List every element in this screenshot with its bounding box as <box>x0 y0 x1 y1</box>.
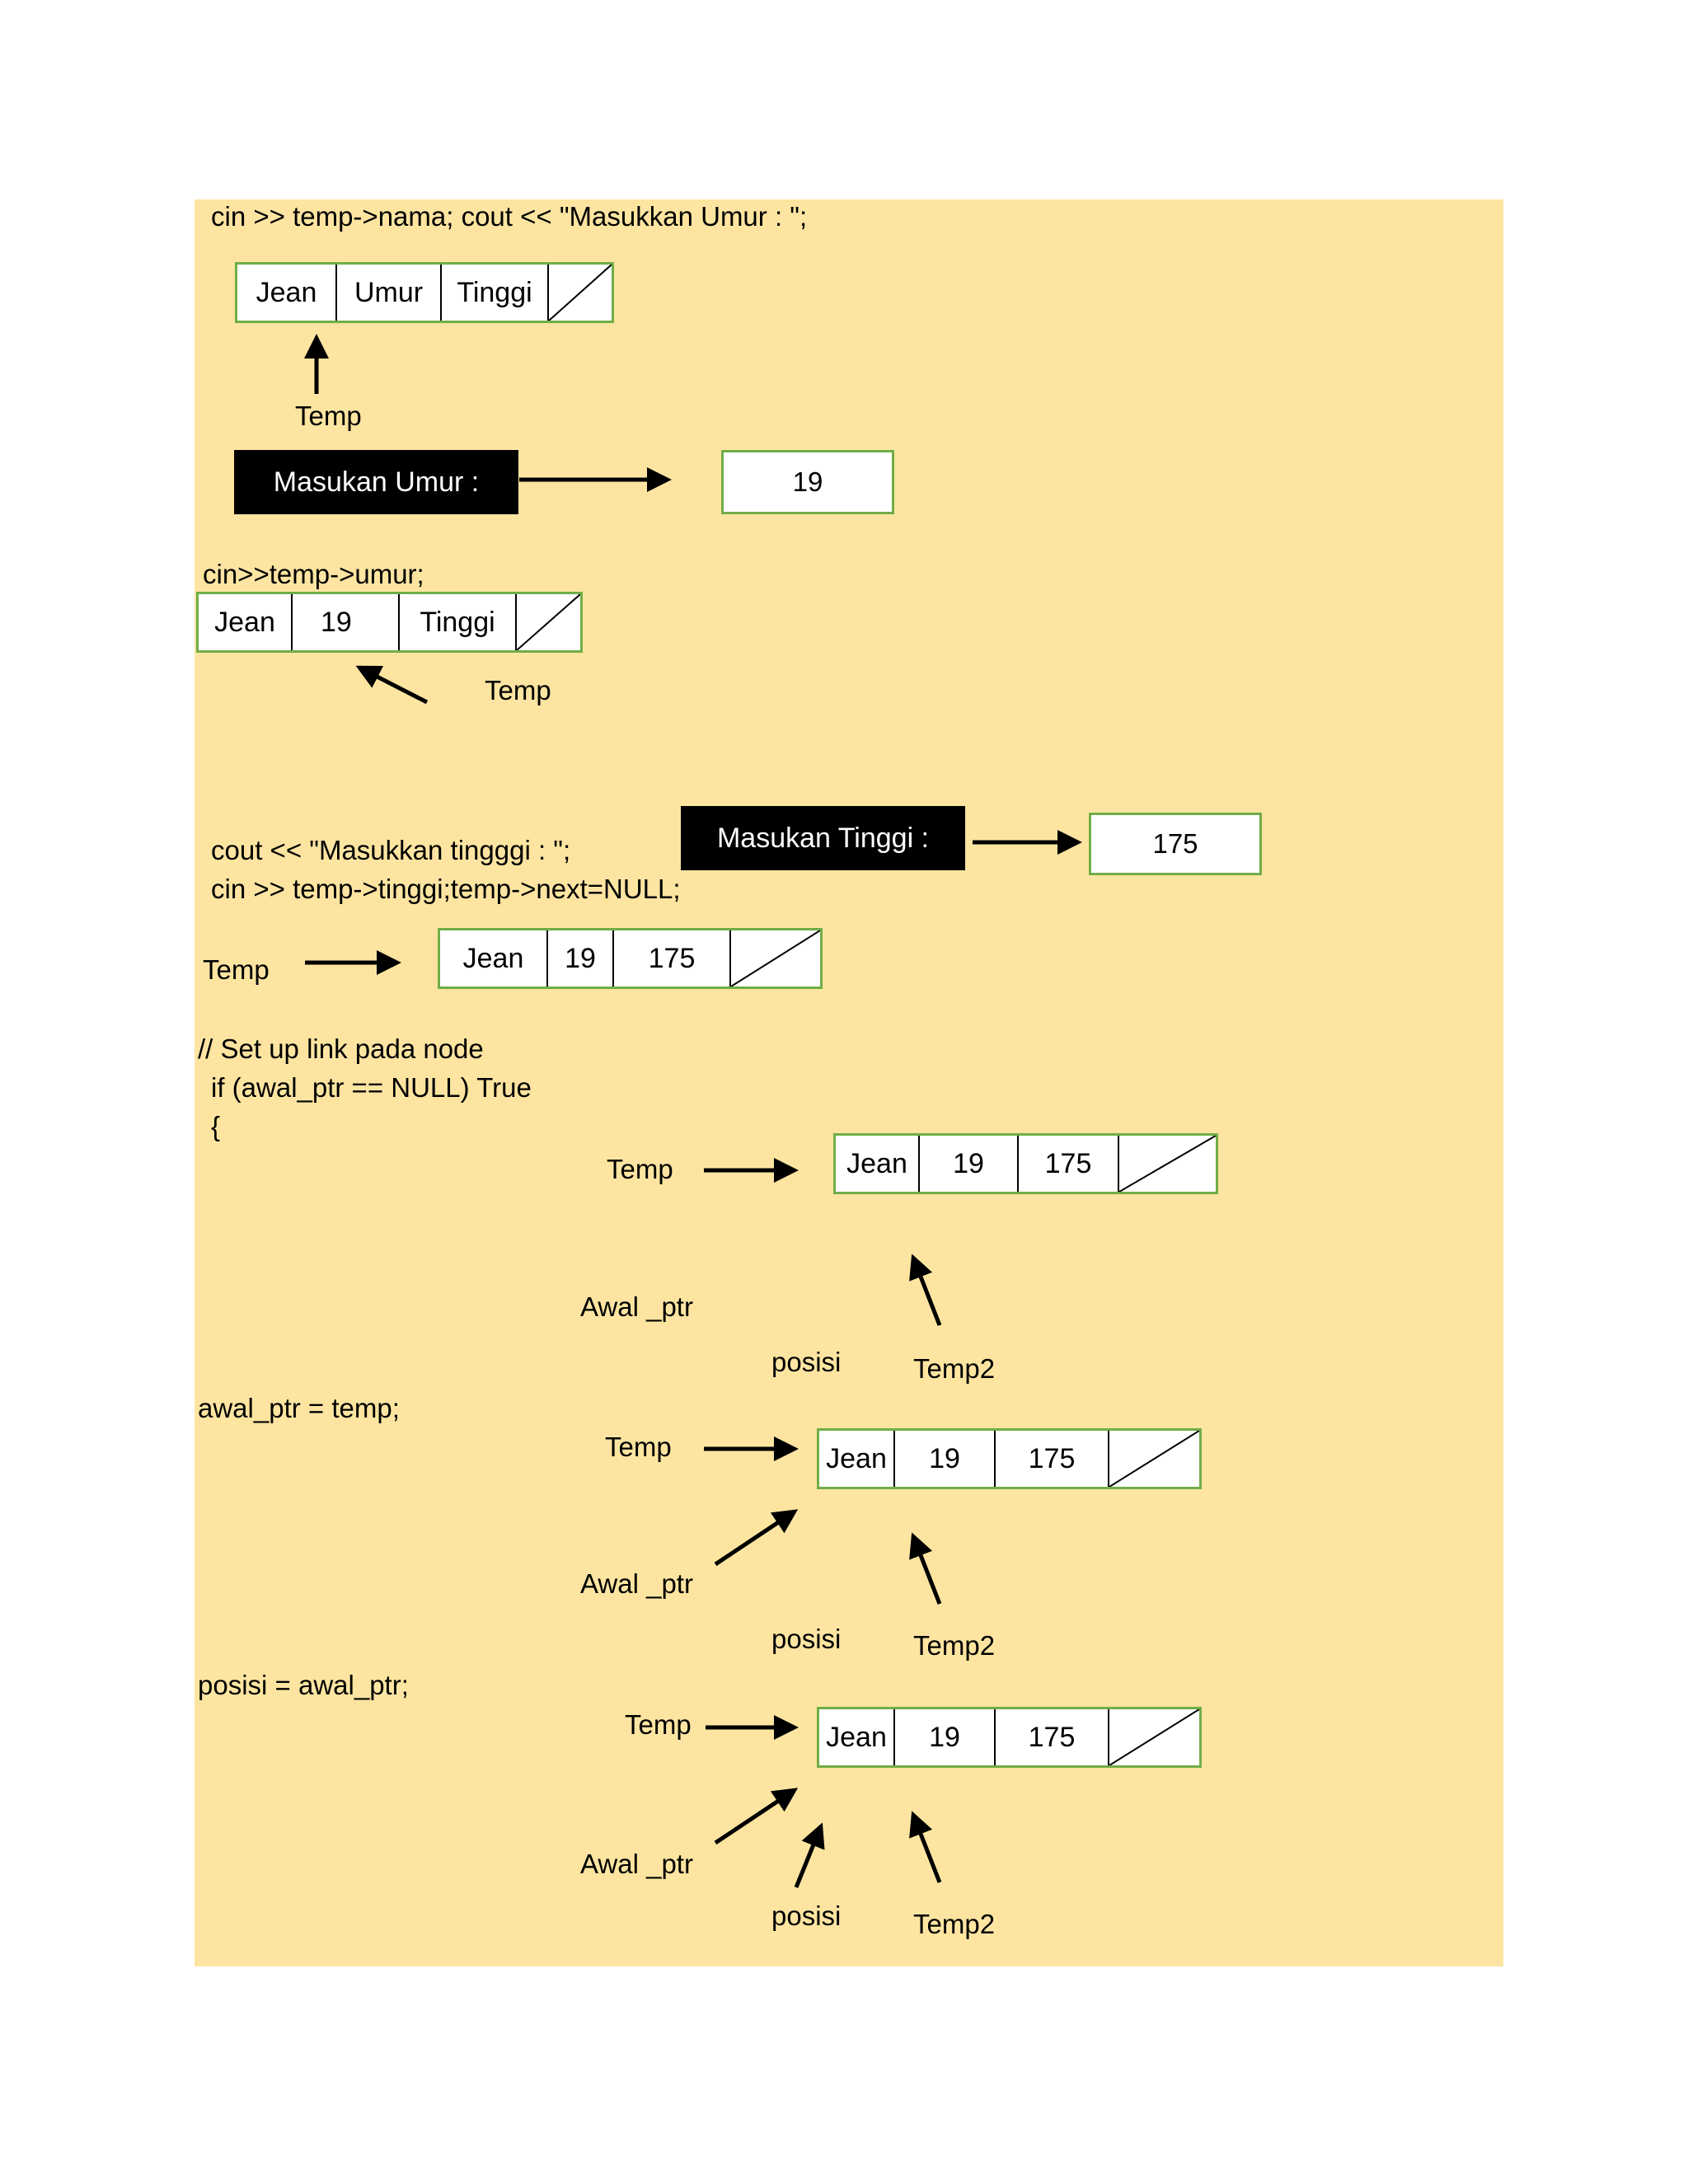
pointer-label-posisi: posisi <box>771 1900 842 1931</box>
linked-list-node <box>833 1133 1218 1194</box>
code-line-input-umur: cin>>temp->umur; <box>203 559 424 589</box>
pointer-label-temp2: Temp2 <box>913 1909 996 1939</box>
node-cell-next-null <box>549 265 612 321</box>
input-value-umur: 19 <box>721 450 894 514</box>
node-cell-tinggi: 175 <box>996 1709 1109 1765</box>
node-cell-umur: 19 <box>548 930 614 987</box>
node-cell-next-null <box>517 594 580 650</box>
node-cell-umur: 19 <box>895 1709 996 1765</box>
node-cell-nama: Jean <box>819 1431 895 1487</box>
node-cell-umur: 19 <box>920 1136 1019 1192</box>
prompt-box-umur: Masukan Umur : <box>234 450 518 514</box>
pointer-label-awal-ptr: Awal _ptr <box>580 1291 693 1322</box>
node-cell-umur: 19 <box>895 1431 996 1487</box>
node-cell-tinggi: 175 <box>1019 1136 1119 1192</box>
pointer-label-temp: Temp <box>203 954 270 985</box>
prompt-box-tinggi: Masukan Tinggi : <box>681 806 965 870</box>
node-cell-next-null <box>1119 1136 1216 1192</box>
pointer-label-temp2: Temp2 <box>913 1630 996 1661</box>
node-cell-next-null <box>731 930 820 987</box>
code-brace-open: { <box>211 1111 221 1141</box>
node-cell-nama: Jean <box>199 594 293 650</box>
pointer-label-awal-ptr: Awal _ptr <box>580 1568 693 1599</box>
pointer-label-posisi: posisi <box>771 1347 842 1377</box>
linked-list-node <box>438 928 823 989</box>
code-line-assign-awal-ptr: awal_ptr = temp; <box>198 1393 400 1423</box>
node-cell-next-null <box>1109 1431 1199 1487</box>
pointer-label-temp2: Temp2 <box>913 1353 996 1384</box>
node-cell-tinggi: 175 <box>996 1431 1109 1487</box>
pointer-label-temp: Temp <box>607 1154 673 1184</box>
pointer-label-awal-ptr: Awal _ptr <box>580 1849 693 1879</box>
node-cell-umur: 19 <box>293 594 400 650</box>
linked-list-node <box>196 592 583 653</box>
node-cell-next-null <box>1109 1709 1199 1765</box>
input-value-tinggi: 175 <box>1089 813 1262 875</box>
node-cell-tinggi: Tinggi <box>400 594 517 650</box>
pointer-label-posisi: posisi <box>771 1624 842 1654</box>
node-cell-umur: Umur <box>337 265 442 321</box>
code-line-input-tinggi: cin >> temp->tinggi;temp->next=NULL; <box>211 874 681 904</box>
pointer-label-temp: Temp <box>295 401 362 431</box>
node-cell-nama: Jean <box>819 1709 895 1765</box>
pointer-label-temp: Temp <box>485 675 551 705</box>
code-line-if-condition: if (awal_ptr == NULL) True <box>211 1072 532 1103</box>
linked-list-node <box>817 1707 1202 1768</box>
node-cell-tinggi: 175 <box>614 930 731 987</box>
pointer-label-temp: Temp <box>625 1709 692 1740</box>
node-cell-tinggi: Tinggi <box>442 265 549 321</box>
linked-list-node <box>817 1428 1202 1489</box>
pointer-label-temp: Temp <box>605 1432 672 1462</box>
code-line-prompt-tinggi: cout << "Masukkan tingggi : "; <box>211 835 571 865</box>
node-cell-nama: Jean <box>237 265 337 321</box>
node-cell-nama: Jean <box>440 930 548 987</box>
code-comment-setup-link: // Set up link pada node <box>198 1033 484 1064</box>
node-cell-nama: Jean <box>836 1136 920 1192</box>
code-line-assign-posisi: posisi = awal_ptr; <box>198 1670 409 1700</box>
code-line-input-nama: cin >> temp->nama; cout << "Masukkan Umur : "; <box>211 201 808 232</box>
linked-list-node <box>235 262 614 323</box>
